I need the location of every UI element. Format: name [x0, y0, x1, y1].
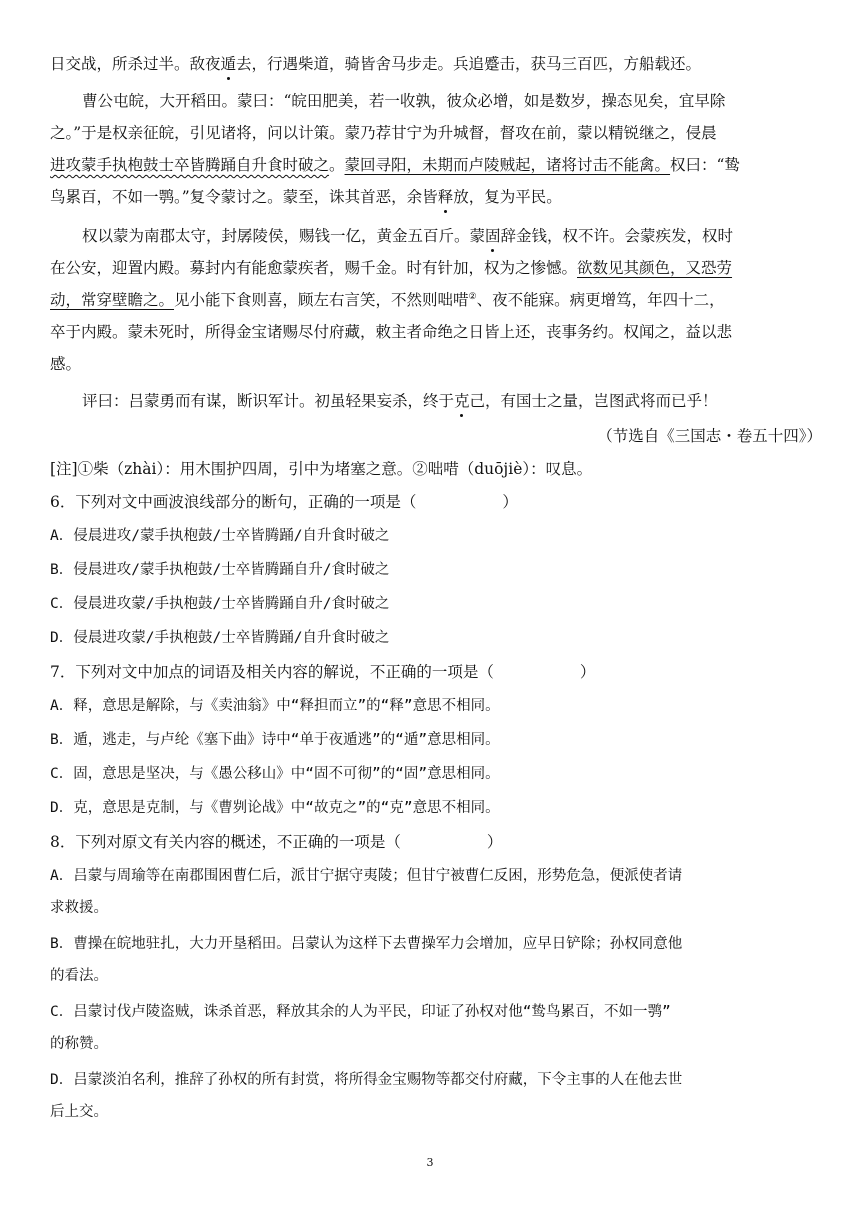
passage-line: 之。”于是权亲征皖，引见诸将，问以计策。蒙乃荐甘宁为升城督，督攻在前，蒙以精锐继之，侵晨 [50, 124, 717, 142]
commentary-line: 评曰：吕蒙勇而有谋，断识军计。初虽轻果妄杀，终于克己，有国士之量，岂图武将而已乎！ [82, 392, 718, 410]
page-number: 3 [426, 1156, 434, 1169]
dotted-char: 克 [454, 392, 470, 410]
passage-line: 在公安，迎置内殿。募封内有能愈蒙疾者，赐千金。时有针加，权为之惨憾。欲数见其颜色，又恐劳 [50, 259, 733, 277]
passage-line: 权以蒙为南郡太守，封孱陵侯，赐钱一亿，黄金五百斤。蒙固辞金钱，权不许。会蒙疾发，权时 [82, 227, 734, 245]
question-8-option-b-cont: 的看法。 [50, 968, 108, 984]
question-8-stem: 8．下列对原文有关内容的概述，不正确的一项是（ ） [50, 833, 503, 851]
question-7-option-d: D．克，意思是克制，与《曹刿论战》中“故克之”的“克”意思不相同。 [50, 800, 500, 816]
underlined-text: 欲数见其颜色，又恐劳 [577, 259, 733, 277]
footnote-marker: ② [468, 291, 477, 302]
question-8-option-d-cont: 后上交。 [50, 1104, 108, 1120]
question-8-option-a: A．吕蒙与周瑜等在南郡围困曹仁后，派甘宁据守夷陵；但甘宁被曹仁反困，形势危急，便派使者请 [50, 868, 683, 884]
question-8-option-d: D．吕蒙淡泊名利，推辞了孙权的所有封赏，将所得金宝赐物等都交付府藏，下令主事的人在他去世 [50, 1072, 683, 1088]
annotation-note: [注]①柴（zhài）：用木围护四周，引中为堵塞之意。②咄唶（duōjiè）：叹息。 [50, 460, 593, 478]
question-6-option-a: A．侵晨进攻/蒙手执枹鼓/士卒皆腾踊/自升食时破之 [50, 528, 390, 544]
question-6-option-c: C．侵晨进攻蒙/手执枹鼓/士卒皆腾踊自升/食时破之 [50, 596, 390, 612]
question-6-stem: 6．下列对文中画波浪线部分的断句，正确的一项是（ ） [50, 493, 518, 511]
question-7-option-a: A．释，意思是解除，与《卖油翁》中“释担而立”的“释”意思不相同。 [50, 698, 500, 714]
question-6-option-d: D．侵晨进攻蒙/手执枹鼓/士卒皆腾踊/自升食时破之 [50, 630, 390, 646]
question-7-option-b: B．遁，逃走，与卢纶《塞下曲》诗中“单于夜遁逃”的“遁”意思相同。 [50, 732, 500, 748]
question-7-option-c: C．固，意思是坚决，与《愚公移山》中“固不可彻”的“固”意思相同。 [50, 766, 500, 782]
passage-line: 卒于内殿。蒙未死时，所得金宝诸赐尽付府藏，敕主者命绝之日皆上还，丧事务约。权闻之，益以悲 [50, 323, 733, 341]
underlined-text: 动，常穿壁瞻之。 [50, 291, 175, 309]
question-8-option-c-cont: 的称赞。 [50, 1036, 108, 1052]
question-8-option-a-cont: 求救援。 [50, 900, 108, 916]
passage-line: 进攻蒙手执枹鼓士卒皆腾踊自升食时破之。蒙回寻阳，未期而卢陵贼起，诸将讨击不能禽。权曰：“鸷 [50, 156, 740, 174]
question-6-option-b: B．侵晨进攻/蒙手执枹鼓/士卒皆腾踊自升/食时破之 [50, 562, 390, 578]
question-8-option-b: B．曹操在皖地驻扎，大力开垦稻田。吕蒙认为这样下去曹操军力会增加，应早日铲除；孙权同意他 [50, 936, 683, 952]
question-8-option-c: C．吕蒙讨伐卢陵盗贼，诛杀首恶，释放其余的人为平民，印证了孙权对他“鸷鸟累百，不如一鹗” [50, 1004, 671, 1020]
passage-line: 日交战，所杀过半。敌夜遁去，行遇柴道，骑皆舍马步走。兵追蹙击，获马三百匹，方船载还。 [50, 55, 702, 73]
passage-line: 动，常穿壁瞻之。见小能下食则喜，顾左右言笑，不然则咄唶②、夜不能寐。病更增笃，年四十二， [50, 291, 725, 309]
passage-line: 曹公屯皖，大开稻田。蒙曰：“皖田肥美，若一收孰，彼众必增，如是数岁，操态见矣，宜早除 [82, 92, 726, 110]
dotted-char: 释 [437, 188, 454, 206]
dotted-char: 固 [485, 227, 501, 245]
passage-line: 鸟累百，不如一鹗。”复令蒙讨之。蒙至，诛其首恶，余皆释放，复为平民。 [50, 188, 562, 206]
wavy-underlined-text: 进攻蒙手执枹鼓士卒皆腾踊自升食时破之 [50, 156, 330, 174]
passage-line: 感。 [50, 355, 82, 373]
underlined-text: 蒙回寻阳，未期而卢陵贼起，诸将讨击不能禽。 [344, 156, 671, 174]
dotted-char: 遁 [220, 55, 237, 73]
question-7-stem: 7．下列对文中加点的词语及相关内容的解说，不正确的一项是（ ） [50, 663, 596, 681]
source-citation: （节选自《三国志・卷五十四》） [597, 427, 822, 445]
